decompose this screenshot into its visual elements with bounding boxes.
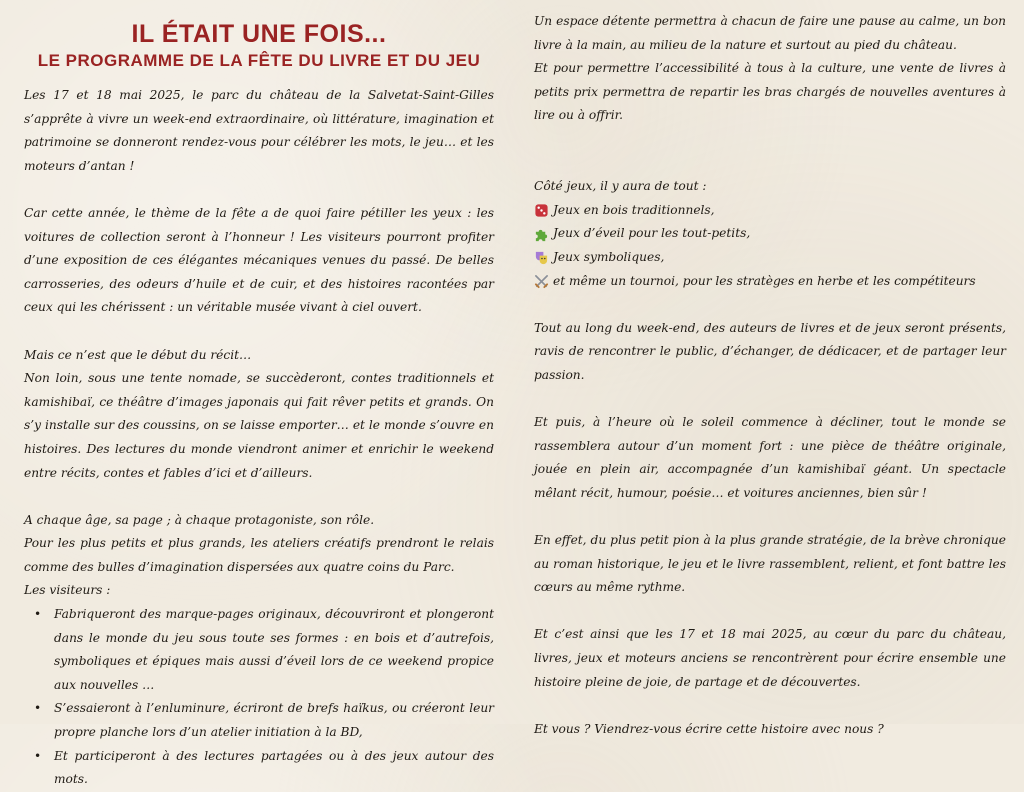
visitors-list bbox=[24, 603, 494, 792]
page-subtitle: LE PROGRAMME DE LA FÊTE DU LIVRE ET DU JEU bbox=[37, 51, 481, 70]
game-item-label: Jeux en bois traditionnels, bbox=[553, 202, 715, 217]
book-sale-paragraph: Et pour permettre l’accessibilité à tous à la culture, une vente de livres à petits prix permettra de repartir les bras chargés de nouvelles aventures à lire ou à offrir. bbox=[534, 61, 1006, 123]
age-line: A chaque âge, sa page ; à chaque protagoniste, son rôle. bbox=[24, 512, 375, 527]
right-column bbox=[534, 0, 1006, 736]
theater-masks-icon bbox=[534, 250, 549, 265]
game-item-wooden bbox=[534, 199, 1006, 223]
page-title: IL ÉTAIT UNE FOIS... bbox=[131, 20, 387, 48]
closing-question: Et vous ? Viendrez-vous écrire cette histoire avec nous ? bbox=[534, 721, 884, 736]
game-item-label: Jeux symboliques, bbox=[553, 249, 665, 264]
authors-paragraph: Tout au long du week-end, des auteurs de livres et de jeux seront présents, ravis de rencontrer le public, d’échanger, de dédicacer, et de partager leur passion. bbox=[534, 320, 1006, 382]
theater-paragraph: Et puis, à l’heure où le soleil commence à décliner, tout le monde se rassemblera autour d’un moment fort : une pièce de théâtre originale, jouée en plein air, accompagnée d’un kamishibaï géant. Un spectacle mêlant récit, humour, poésie… et voitures anciennes, bien sûr ! bbox=[534, 415, 1006, 500]
list-item: • Et participeront à des lectures partagées ou à des jeux autour des mots. bbox=[54, 745, 494, 792]
game-item-label: Jeux d’éveil pour les tout-petits, bbox=[553, 226, 751, 241]
effect-paragraph: En effet, du plus petit pion à la plus grande stratégie, de la brève chronique au roman historique, le jeu et le livre rassemblent, relient, et font battre les cœurs au même rythme. bbox=[534, 533, 1006, 595]
crossed-swords-icon bbox=[534, 274, 549, 289]
left-column bbox=[24, 0, 494, 787]
conclusion-paragraph: Et c’est ainsi que les 17 et 18 mai 2025, au cœur du parc du château, livres, jeux et moteurs anciens se rencontrèrent pour écrire ensemble une histoire pleine de joie, de partage et de découvertes. bbox=[534, 627, 1006, 689]
workshops-paragraph: Pour les plus petits et plus grands, les ateliers créatifs prendront le relais comme des bulles d’imagination dispersées aux quatre coins du Parc. bbox=[24, 536, 494, 574]
game-item-symbolic bbox=[534, 246, 1006, 270]
games-intro: Côté jeux, il y aura de tout : bbox=[534, 179, 707, 194]
game-item-tournament bbox=[534, 270, 1006, 294]
theme-paragraph: Car cette année, le thème de la fête a de quoi faire pétiller les yeux : les voitures de collection seront à l’honneur ! Les visiteurs pourront profiter d’une exposition de ces élégantes mécaniques venues du passé. De belles carrosseries, des odeurs d’huile et de cuir, et des histoires racontées par ceux qui les chérissent : un véritable musée vivant à ciel ouvert. bbox=[24, 205, 494, 315]
tales-paragraph: Non loin, sous une tente nomade, se succèderont, contes traditionnels et kamishibaï, ce théâtre d’images japonais qui fait rêver petits et grands. On s’y installe sur des coussins, on se laisse emporter… et le monde s’ouvre en histoires. Des lectures du monde viendront animer et enrichir le weekend entre récits, contes et fables d’ici et d’ailleurs. bbox=[24, 371, 494, 480]
intro-paragraph: Les 17 et 18 mai 2025, le parc du château de la Salvetat-Saint-Gilles s’apprête à vivre un week-end extraordinaire, où littérature, imagination et patrimoine se donneront rendez-vous pour célébrer les mots, le jeu… et les moteurs d’antan ! bbox=[24, 88, 494, 173]
story-intro-line: Mais ce n’est que le début du récit… bbox=[24, 347, 252, 362]
dice-icon bbox=[534, 203, 549, 218]
list-item: • Fabriqueront des marque-pages originaux, découvriront et plongeront dans le monde du jeu sous toute ses formes : en bois et d’autrefois, symboliques et épiques mais aussi d’éveil lors de ce weekend propice aux nouvelles … bbox=[54, 603, 494, 697]
game-item-awakening bbox=[534, 222, 1006, 246]
puzzle-icon bbox=[534, 227, 549, 242]
relax-paragraph: Un espace détente permettra à chacun de faire une pause au calme, un bon livre à la main, au milieu de la nature et surtout au pied du château. bbox=[534, 14, 1006, 52]
game-item-label: et même un tournoi, pour les stratèges en herbe et les compétiteurs bbox=[553, 273, 976, 288]
visitors-label: Les visiteurs : bbox=[24, 583, 111, 598]
list-item: • S’essaieront à l’enluminure, écriront de brefs haïkus, ou créeront leur propre planche lors d’un atelier initiation à la BD, bbox=[54, 697, 494, 744]
